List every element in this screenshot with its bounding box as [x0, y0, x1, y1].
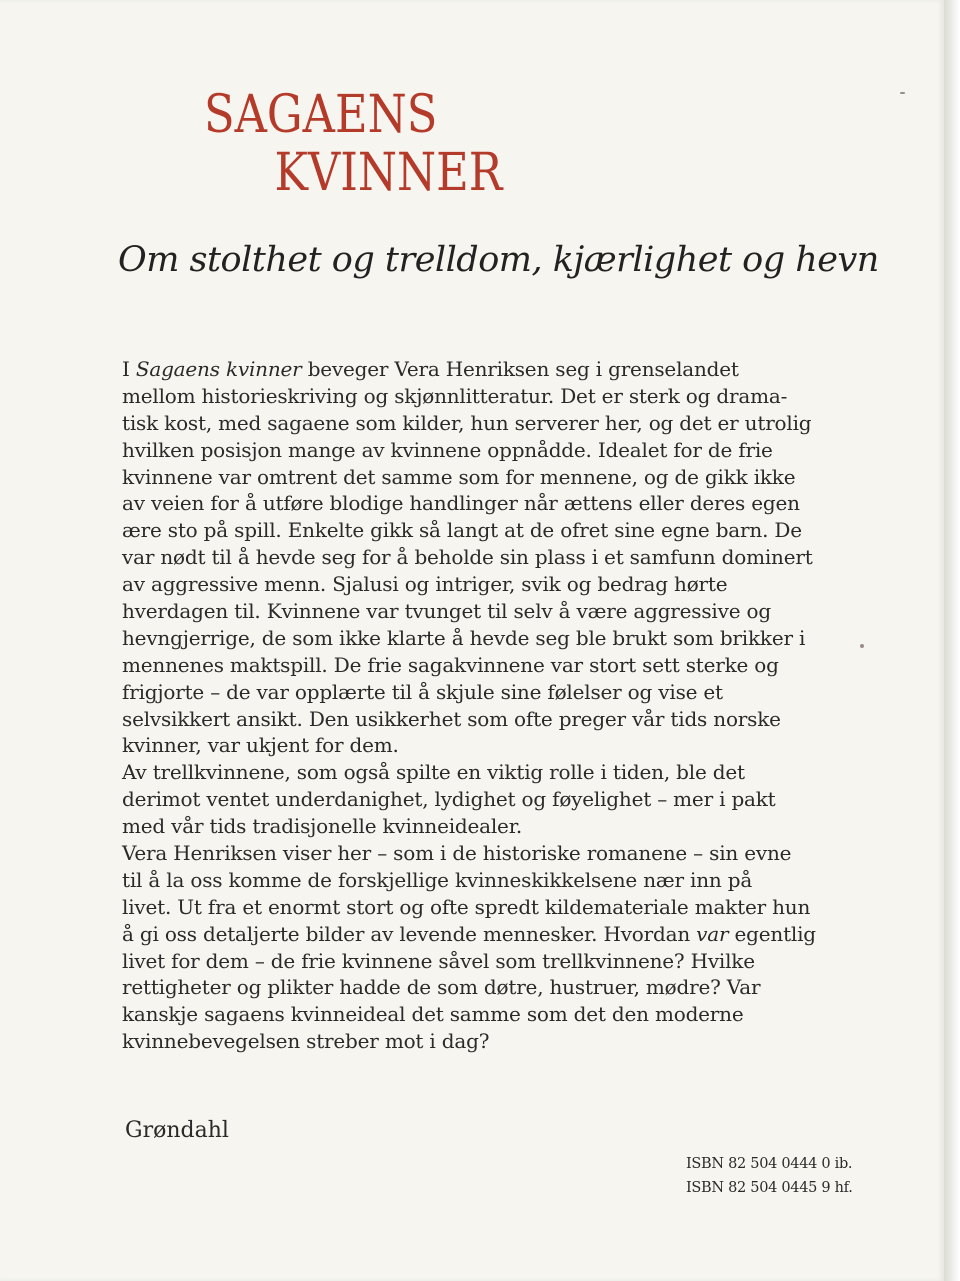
blurb-line-text: livet for dem – de frie kvinnene såvel som trellkvinnene? Hvilke [122, 948, 755, 973]
blurb-line-emphasis: var [696, 921, 729, 946]
blurb-line-text: mellom historieskriving og skjønnlitteratur. Det er sterk og drama- [122, 383, 788, 408]
blurb-line [122, 544, 882, 571]
blurb-line-text: med vår tids tradisjonelle kvinneidealer. [122, 814, 523, 839]
blurb-text [122, 356, 882, 1055]
blurb-line-text: derimot ventet underdanighet, lydighet og føyelighet – mer i pakt [122, 787, 776, 812]
blurb-line-text: mennenes maktspill. De frie sagakvinnene var stort sett sterke og [122, 652, 779, 677]
blurb-line [122, 383, 882, 410]
blurb-line [122, 437, 882, 464]
blurb-line-text: selvsikkert ansikt. Den usikkerhet som ofte preger vår tids norske [122, 706, 781, 731]
blurb-line-text: hevngjerrige, de som ikke klarte å hevde seg ble brukt som brikker i [122, 625, 806, 650]
blurb-line [122, 894, 882, 921]
book-subtitle: Om stolthet og trelldom, kjærlighet og hevn [118, 240, 879, 280]
blurb-line [122, 410, 882, 437]
blurb-line [122, 786, 882, 813]
blurb-line-text: til å la oss komme de forskjellige kvinneskikkelsene nær inn på [122, 867, 753, 892]
isbn-line-2: ISBN 82 504 0445 9 hf. [686, 1180, 853, 1196]
blurb-line-text: kvinnene var omtrent det samme som for mennene, og de gikk ikke [122, 464, 796, 489]
book-title-line-2: KVINNER [274, 143, 503, 203]
paper-speck [900, 92, 905, 94]
paper-speck [860, 644, 864, 648]
blurb-line [122, 490, 882, 517]
cover-edge [944, 0, 960, 1281]
blurb-line-text: hverdagen til. Kvinnene var tvunget til selv å være aggressive og [122, 599, 771, 624]
blurb-line-text: Av trellkvinnene, som også spilte en viktig rolle i tiden, ble det [122, 760, 745, 785]
blurb-line-text: beveger Vera Henriksen seg i grenselandet [301, 357, 739, 381]
blurb-line [122, 571, 882, 598]
blurb-line [122, 813, 882, 840]
blurb-line [122, 356, 882, 383]
book-title [204, 86, 634, 202]
book-title-line-1: SAGAENS [204, 85, 438, 145]
blurb-line [122, 625, 882, 652]
isbn-block [686, 1152, 886, 1200]
blurb-line-text: I [122, 357, 136, 381]
blurb-line [122, 464, 882, 491]
blurb-line-text: livet. Ut fra et enormt stort og ofte spredt kildemateriale makter hun [122, 894, 811, 919]
blurb-line-text: kvinnebevegelsen streber mot i dag? [122, 1029, 490, 1054]
blurb-line-text: ære sto på spill. Enkelte gikk så langt at de ofret sine egne barn. De [122, 518, 802, 543]
blurb-line-text: hvilken posisjon mange av kvinnene oppnådde. Idealet for de frie [122, 437, 773, 462]
blurb-line-text: var nødt til å hevde seg for å beholde sin plass i et samfunn dominert [122, 545, 813, 570]
blurb-line [122, 652, 882, 679]
blurb-line [122, 948, 882, 975]
blurb-line [122, 759, 882, 786]
blurb-line [122, 1028, 882, 1055]
blurb-line-text: rettigheter og plikter hadde de som døtre, hustruer, mødre? Var [122, 975, 761, 1000]
blurb-line-text: egentlig [728, 921, 816, 946]
blurb-line [122, 974, 882, 1001]
blurb-line [122, 679, 882, 706]
blurb-line [122, 517, 882, 544]
blurb-line-text: kanskje sagaens kvinneideal det samme som det den moderne [122, 1002, 744, 1027]
blurb-line [122, 1001, 882, 1028]
blurb-line-text: å gi oss detaljerte bilder av levende mennesker. Hvordan [122, 921, 697, 946]
blurb-line-text: av aggressive menn. Sjalusi og intriger, svik og bedrag hørte [122, 572, 728, 597]
blurb-line [122, 598, 882, 625]
blurb-line-emphasis: Sagaens kvinner [135, 357, 302, 381]
blurb-line [122, 867, 882, 894]
isbn-line-1: ISBN 82 504 0444 0 ib. [686, 1156, 853, 1172]
blurb-line-text: tisk kost, med sagaene som kilder, hun serverer her, og det er utrolig [122, 410, 812, 435]
blurb-line-text: frigjorte – de var opplærte til å skjule sine følelser og vise et [122, 679, 723, 704]
blurb-line-text: kvinner, var ukjent for dem. [122, 733, 399, 758]
publisher-name: Grøndahl [125, 1118, 229, 1143]
blurb-line [122, 732, 882, 759]
blurb-line-text: av veien for å utføre blodige handlinger når ættens eller deres egen [122, 491, 800, 516]
blurb-line-text: Vera Henriksen viser her – som i de historiske romanene – sin evne [122, 841, 792, 866]
blurb-line [122, 706, 882, 733]
blurb-line [122, 840, 882, 867]
blurb-line [122, 921, 882, 948]
